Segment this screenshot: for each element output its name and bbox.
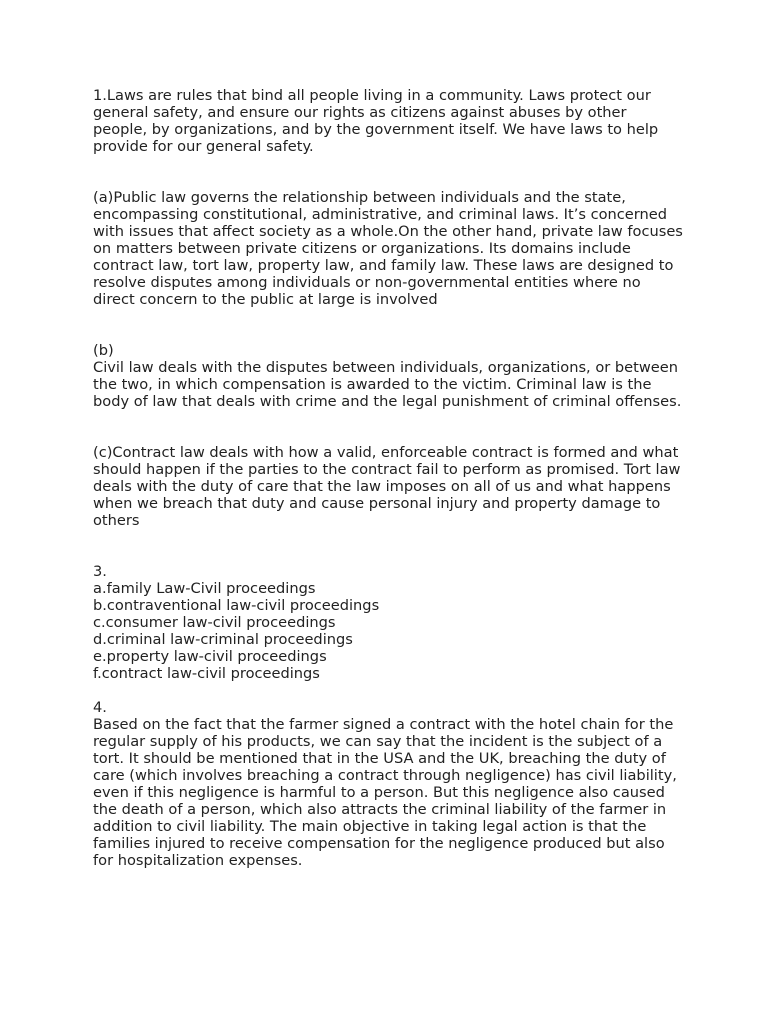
answer-2c-paragraph: (c)Contract law deals with how a valid, enforceable contract is formed and what should happen if the parties to the contract fail to perform as promised. Tort law deals with the duty of care that the law imposes on all of us and what happens when we breach that duty and cause personal injury and property damage to others <box>93 444 681 529</box>
answer-4-heading: 4. <box>93 699 107 716</box>
answer-2b-paragraph: Civil law deals with the disputes between individuals, organizations, or between the two, in which compensation is awarded to the victim. Criminal law is the body of law that deals with crime and the legal punishment of criminal offenses. <box>93 359 682 410</box>
answer-4-paragraph: Based on the fact that the farmer signed a contract with the hotel chain for the regular supply of his products, we can say that the incident is the subject of a tort. It should be mentioned that in the USA and the UK, breaching the duty of care (which involves breaching a contract through negligence) has civil liability, even if this negligence is harmful to a person. But this negligence also caused the death of a person, which also attracts the criminal liability of the farmer in addition to civil liability. The main objective in taking legal action is that the families injured to receive compensation for the negligence produced but also for hospitalization expenses. <box>93 716 677 869</box>
document-body <box>93 87 683 869</box>
paragraph-spacer <box>93 529 683 563</box>
answer-3-item: b.contraventional law-civil proceedings <box>93 597 380 614</box>
answer-3-item: c.consumer law-civil proceedings <box>93 614 336 631</box>
answer-3-item: f.contract law-civil proceedings <box>93 665 320 682</box>
answer-3-item: e.property law-civil proceedings <box>93 648 327 665</box>
paragraph-spacer <box>93 155 683 189</box>
answer-2a-paragraph: (a)Public law governs the relationship between individuals and the state, encompassing constitutional, administrative, and criminal laws. It’s concerned with issues that affect society as a whole.On the other hand, private law focuses on matters between private citizens or organizations. Its domains include contract law, tort law, property law, and family law. These laws are designed to resolve disputes among individuals or non-governmental entities where no direct concern to the public at large is involved <box>93 189 683 308</box>
paragraph-spacer <box>93 682 683 699</box>
paragraph-spacer <box>93 308 683 342</box>
paragraph-spacer <box>93 410 683 444</box>
answer-3-item: a.family Law-Civil proceedings <box>93 580 316 597</box>
answer-1-paragraph: 1.Laws are rules that bind all people living in a community. Laws protect our general safety, and ensure our rights as citizens against abuses by other people, by organizations, and by the government itself. We have laws to help provide for our general safety. <box>93 87 659 155</box>
answer-2b-heading: (b) <box>93 342 114 359</box>
answer-3-heading: 3. <box>93 563 107 580</box>
answer-3-item: d.criminal law-criminal proceedings <box>93 631 353 648</box>
